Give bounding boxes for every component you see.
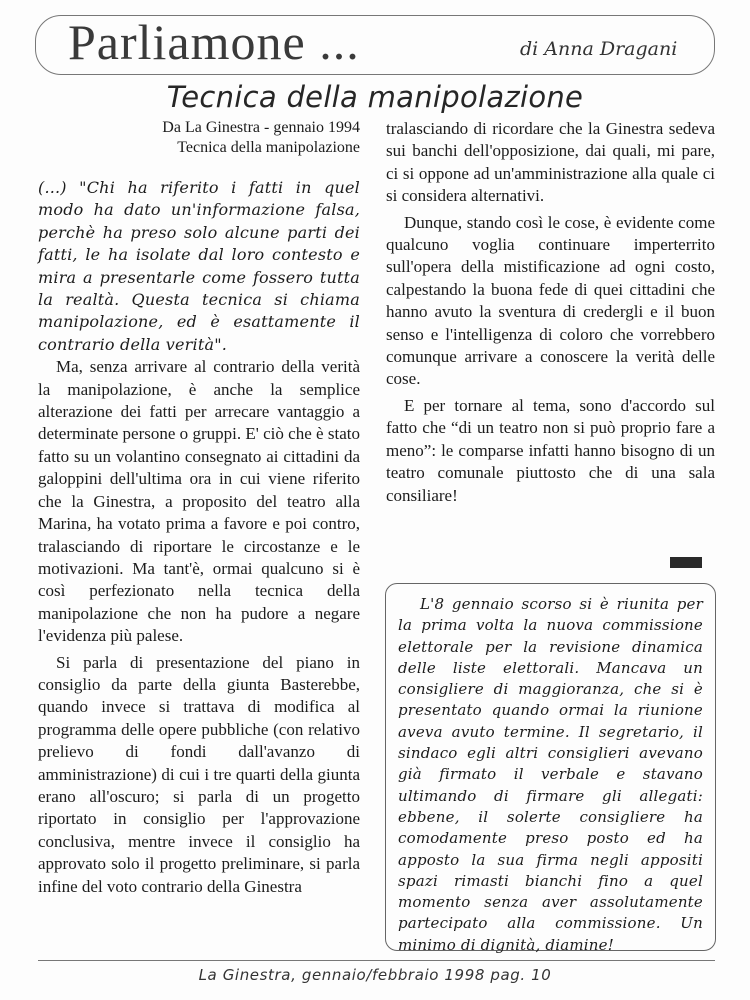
- source-line: Da La Ginestra - gennaio 1994: [162, 119, 360, 136]
- body-paragraph: Ma, senza arrivare al contrario della verità la manipolazione, è anche la semplice alterazione dei fatti per arrecare vantaggio a determinate persone o gruppi. E' ciò che è stato fatto su un volantino consegnato ai cittadini da galoppini dell'ultima ora in cui viene riferito che la Ginestra, a proposito del teatro alla Marina, ha votato prima a favore e poi contro, tralasciando di riportare le circostanze e le motivazioni. Ma tant'è, ormai qualcuno si è così perfezionato nella tecnica della manipolazione che non ha pudore a negare l'evidenza più palese.: [38, 357, 360, 646]
- page-footer: La Ginestra, gennaio/febbraio 1998 pag. 10: [198, 966, 552, 984]
- quoted-passage: (...) "Chi ha riferito i fatti in quel modo ha dato un'informazione falsa, perchè ha preso solo alcune parti dei fatti, le ha isolate dal loro contesto e mira a presentarle come fossero tutta la realtà. Questa tecnica si chiama manipolazione, ed è esattamente il contrario della verità".: [38, 178, 360, 354]
- source-citation: [38, 118, 360, 158]
- sidebar-note-box: [385, 583, 716, 954]
- article-title: Tecnica della manipolazione: [166, 80, 584, 114]
- column-title: Parliamone ...: [68, 14, 360, 70]
- body-paragraph: E per tornare al tema, sono d'accordo sul fatto che “di un teatro non si può proprio fare a meno”: le comparse infatti hanno bisogno di un teatro comunale piuttosto che di una sala consiliare!: [386, 395, 715, 505]
- author-byline: di Anna Dragani: [520, 38, 678, 60]
- right-column: [386, 118, 715, 511]
- footer-divider: [38, 960, 715, 961]
- body-paragraph: tralasciando di ricordare che la Ginestra sedeva sui banchi dell'opposizione, dai quali, mi pare, ci si oppone ad un'amministrazione alla quale ci si considera alternativi.: [386, 119, 715, 206]
- left-column: [38, 118, 360, 902]
- source-line: Tecnica della manipolazione: [177, 139, 360, 156]
- body-paragraph: Si parla di presentazione del piano in consiglio da parte della giunta Basterebbe, quando invece si trattava di modifica al programma delle opere pubbliche (con relativo prelievo di fondi dall'avanzo di amministrazione) di cui i tre quarti della giunta erano all'oscuro; si parla di un progetto riportato in consiglio per l'approvazione conclusiva, mentre invece il consiglio ha approvato solo il progetto preliminare, si parla infine del voto contrario della Ginestra: [38, 652, 360, 896]
- sidebar-note-text: L'8 gennaio scorso si è riunita per la prima volta la nuova commissione elettorale per la revisione dinamica delle liste elettorali. Mancava un consigliere di maggioranza, che si è presentato quando ormai la riunione aveva avuto termine. Il segretario, il sindaco egli altri consiglieri avevano già firmato il verbale e stavano ultimando di firmare gli allegati: ebbene, il solerte consigliere ha comodamente preso posto ed ha apposto la sua firma negli appositi spazi rimasti bianchi fino a quel momento senza aver assolutamente partecipato alla commissione. Un minimo di dignità, diamine!: [398, 595, 703, 954]
- article-end-mark: [670, 557, 702, 568]
- body-paragraph: Dunque, stando così le cose, è evidente come qualcuno voglia continuare imperterrito sull'opera della mistificazione ad ogni costo, calpestando la buona fede di quei cittadini che hanno avuto la sventura di credergli e il buon senso e l'intelligenza di coloro che vorrebbero comunque arrivare a conoscere la verità delle cose.: [386, 212, 715, 389]
